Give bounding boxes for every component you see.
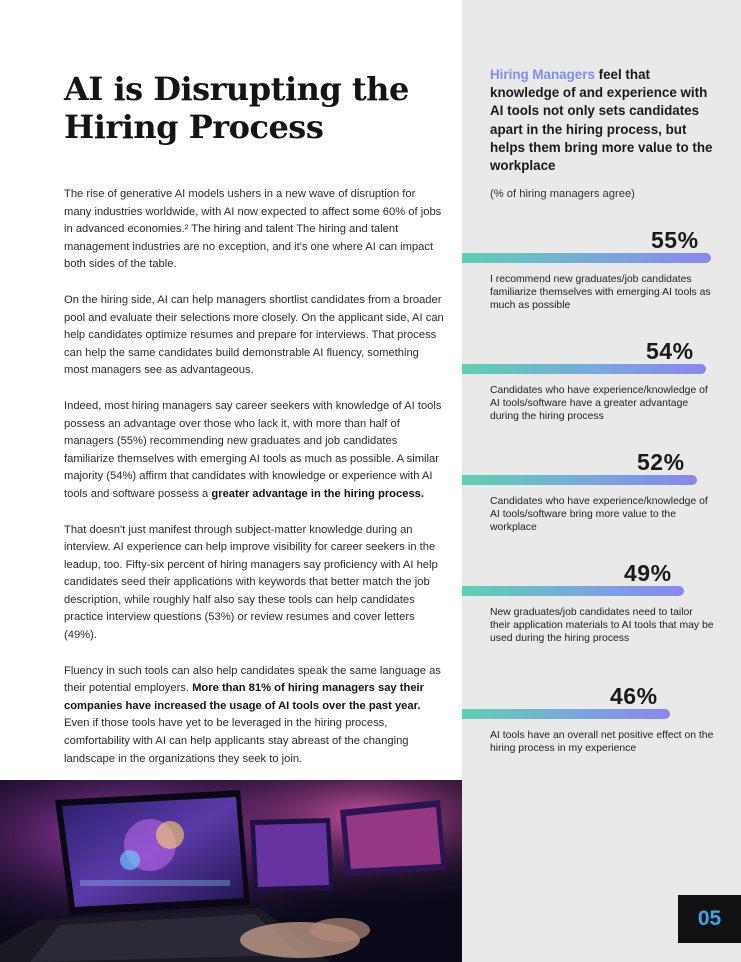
- stat-bar: [462, 364, 706, 374]
- stat-description: AI tools have an overall net positive effect on the hiring process in my experience: [490, 730, 714, 754]
- title-line-1: AI is Disrupting the: [64, 70, 409, 108]
- stat-bar: [462, 475, 697, 485]
- stat-percent: 54%: [646, 338, 694, 364]
- headline-highlight: Hiring Managers: [490, 67, 595, 82]
- paragraph-1: The rise of generative AI models ushers in a new wave of disruption for many industries worldwide, with AI now expected to affect some 60% of jobs in advanced economies.² The hiring and talent The hiring and talent management industries are no exception, and it's one where AI can impact both sides of the table.: [64, 188, 442, 271]
- laptop-photo: [0, 780, 462, 962]
- headline-rest: feel that knowledge of and experience with AI tools not only sets candidates apart in the hiring process, but helps them bring more value to the workplace: [490, 67, 713, 174]
- title-line-2: Hiring Process: [64, 108, 324, 146]
- stat-description: I recommend new graduates/job candidates familiarize themselves with emerging AI tools as much as possible: [490, 274, 711, 311]
- paragraph-5: Fluency in such tools can also help candidates speak the same language as their potential employers. More than 81% of hiring managers say their companies have increased the usage of AI tools over the past year. Even if those tools have yet to be leveraged in the hiring process, comfortability with AI can help applicants stay abreast of the changing landscape in the organizations they seek to join.: [64, 664, 441, 765]
- stat-percent: 55%: [651, 227, 699, 253]
- page-number: 05: [678, 895, 741, 943]
- stat-description: Candidates who have experience/knowledge of AI tools/software bring more value to the workplace: [490, 496, 708, 533]
- paragraph-2: On the hiring side, AI can help managers shortlist candidates from a broader pool and evaluate their selections more closely. On the applicant side, AI can help candidates optimize resumes and prepare for interviews. That process can help the same candidates build demonstrable AI fluency, something most managers see as advantageous.: [64, 293, 444, 377]
- stat-bar: [462, 709, 670, 719]
- stat-percent: 52%: [637, 449, 685, 475]
- stat-percent: 46%: [610, 683, 658, 709]
- laptop-illustration: [0, 780, 462, 962]
- page-title: [64, 70, 444, 146]
- stat-percent: 49%: [624, 560, 672, 586]
- paragraph-3: Indeed, most hiring managers say career seekers with knowledge of AI tools possess an advantage over those who lack it, with more than half of managers (55%) recommending new graduates and job candidates familiarize themselves with emerging AI tools as much as possible. A similar majority (54%) affirm that candidates with knowledge or experience with AI tools and software possess a greater advantage in the hiring process.: [64, 399, 442, 500]
- paragraph-4: That doesn't just manifest through subject-matter knowledge during an interview. AI experience can help improve visibility for career seekers in the leadup, too. Fifty-six percent of hiring managers say proficiency with AI help candidates seed their applications with keywords that better match the job description, while roughly half also say these tools can help candidates practice interview questions (53%) or review resumes and cover letters (49%).: [64, 523, 438, 642]
- stat-bar: [462, 253, 711, 263]
- stat-description: Candidates who have experience/knowledge of AI tools/software have a greater advantage during the hiring process: [490, 385, 708, 422]
- stat-bar: [462, 586, 684, 596]
- stats-headline: [490, 66, 720, 175]
- body-text: [64, 186, 444, 786]
- stats-subtitle: (% of hiring managers agree): [490, 188, 635, 200]
- stat-description: New graduates/job candidates need to tailor their application materials to AI tools that may be used during the hiring process: [490, 607, 714, 644]
